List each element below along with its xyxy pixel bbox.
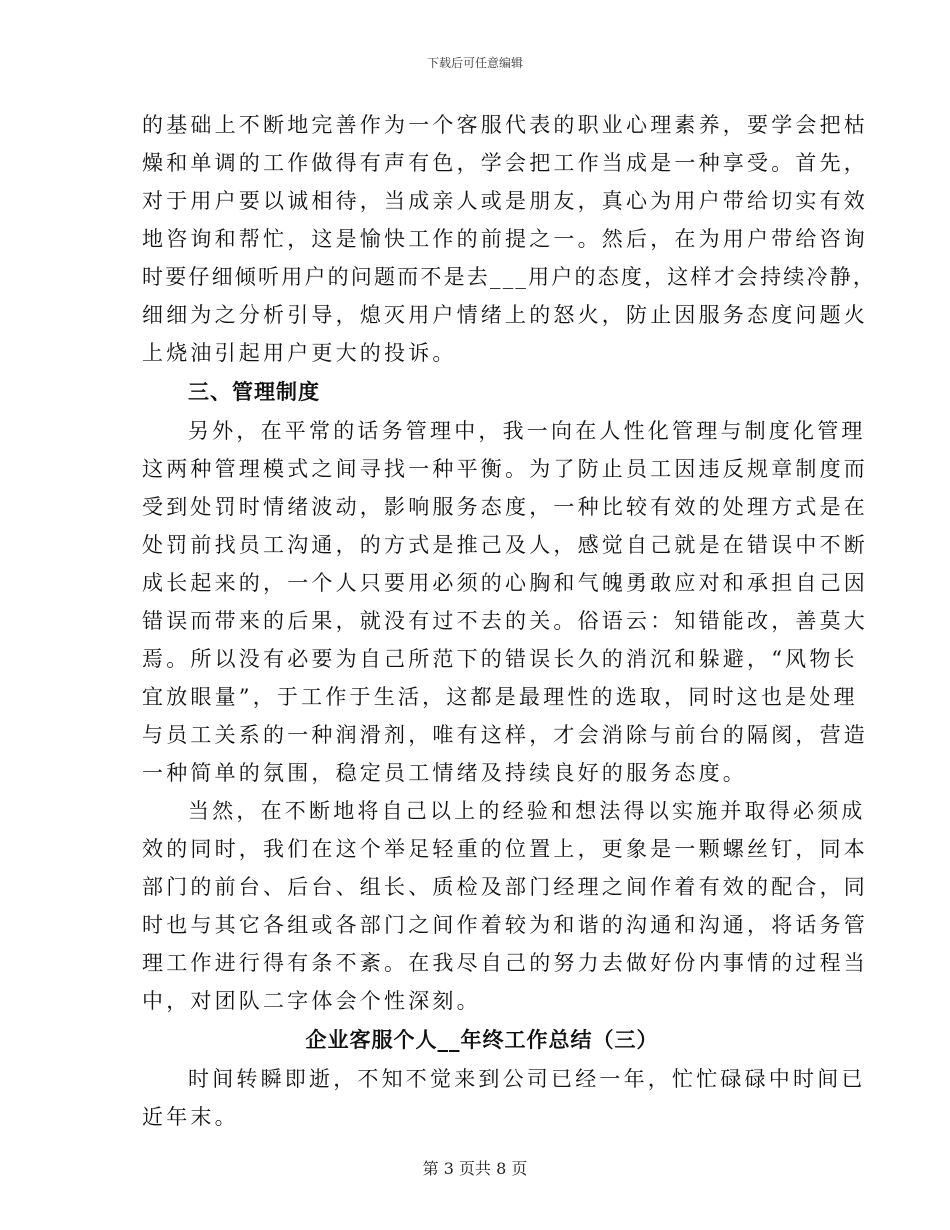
paragraph-line: 这两种管理模式之间寻找一种平衡。为了防止员工因违反规章制度而 [142,457,868,481]
section-title: 企业客服个人__年终工作总结（三） [305,1027,659,1052]
paragraph-line: 时也与其它各组或各部门之间作着较为和谐的沟通和沟通，将话务管 [142,913,868,937]
paragraph-line: 成长起来的，一个人只要用必须的心胸和气魄勇敢应对和承担自己因 [142,571,868,595]
paragraph-line: 中，对团队二字体会个性深刻。 [142,989,481,1013]
paragraph-line: 时间转瞬即逝，不知不觉来到公司已经一年，忙忙碌碌中时间已 [188,1067,866,1091]
header-note: 下载后可任意编辑 [426,56,523,70]
paragraph-line: 效的同时，我们在这个举足轻重的位置上，更象是一颗螺丝钉，同本 [142,837,868,861]
page-number: 第 3 页共 8 页 [422,1159,528,1178]
paragraph-line: 时要仔细倾听用户的问题而不是去___用户的态度，这样才会持续冷静， [142,265,877,289]
paragraph-line: 部门的前台、后台、组长、质检及部门经理之间作着有效的配合，同 [142,875,868,899]
paragraph-line: 处罚前找员工沟通，的方式是推己及人，感觉自己就是在错误中不断 [142,533,868,557]
paragraph-line: 另外，在平常的话务管理中，我一向在人性化管理与制度化管理 [188,419,866,443]
paragraph-line: 地咨询和帮忙，这是愉快工作的前提之一。然后，在为用户带给咨询 [142,227,868,251]
paragraph-line: 焉。所以没有必要为自己所范下的错误长久的消沉和躲避，“风物长 [142,647,858,671]
paragraph-line: 的基础上不断地完善作为一个客服代表的职业心理素养，要学会把枯 [142,113,868,137]
paragraph-line: 理工作进行得有条不紊。在我尽自己的努力去做好份内事情的过程当 [142,951,868,975]
paragraph-line: 当然，在不断地将自己以上的经验和想法得以实施并取得必须成 [188,799,866,823]
paragraph-line: 上烧油引起用户更大的投诉。 [142,341,457,365]
paragraph-line: 受到处罚时情绪波动，影响服务态度，一种比较有效的处理方式是在 [142,495,868,519]
paragraph-line: 近年末。 [142,1105,239,1129]
document-body [142,106,877,1136]
paragraph-line: 燥和单调的工作做得有声有色，学会把工作当成是一种享受。首先， [142,151,868,175]
paragraph-line: 一种简单的氛围，稳定员工情绪及持续良好的服务态度。 [142,761,747,785]
section-heading: 三、管理制度 [188,379,320,404]
paragraph-line: 宜放眼量”，于工作于生活，这都是最理性的选取，同时这也是处理 [142,685,858,709]
paragraph-line: 错误而带来的后果，就没有过不去的关。俗语云：知错能改，善莫大 [142,609,868,633]
paragraph-line: 细细为之分析引导，熄灭用户情绪上的怒火，防止因服务态度问题火 [142,303,868,327]
paragraph-line: 对于用户要以诚相待，当成亲人或是朋友，真心为用户带给切实有效 [142,189,868,213]
paragraph-line: 与员工关系的一种润滑剂，唯有这样，才会消除与前台的隔阂，营造 [142,723,868,747]
